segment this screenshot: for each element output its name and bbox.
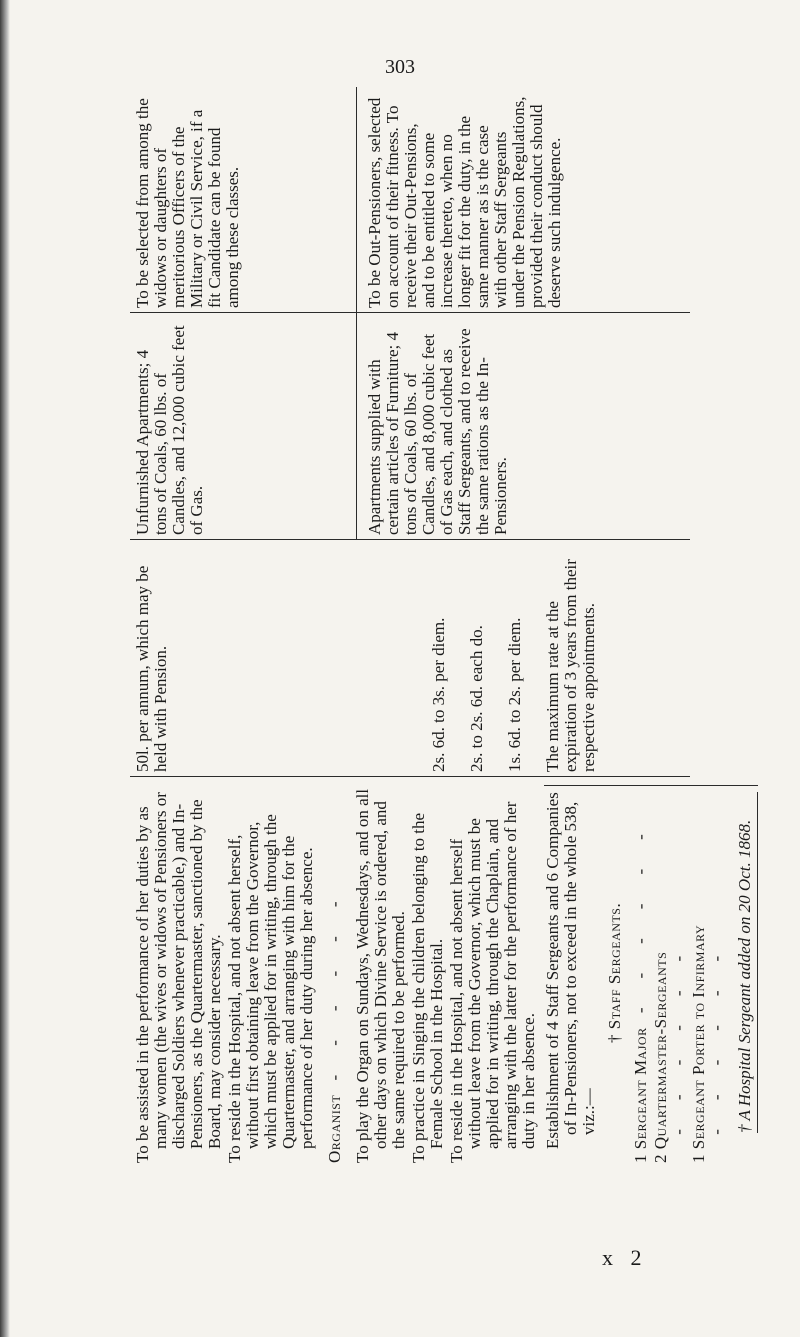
sergeant-major-pay: 2s. 6d. to 3s. per diem. — [429, 617, 448, 772]
row-divider — [356, 87, 357, 539]
porter-pay: 1s. 6d. to 2s. per diem. — [505, 617, 524, 772]
allowances-column — [130, 313, 690, 539]
quartermaster-pay: 2s. to 2s. 6d. each do. — [467, 625, 486, 772]
organist-heading: Organist — [325, 1094, 344, 1163]
matron-pay: 50l. per annum, which may be held with Pension. — [133, 565, 170, 772]
matron-selection-remark: To be selected from among the widows or daughters of meritorious Officers of the Military or Civil Service, if a fit Candidate can be found among these classes. — [133, 98, 242, 308]
column-divider — [130, 776, 690, 777]
establishment-text: Establishment of 4 Staff Sergeants and 6 Companies of In-Pensioners, not to exceed in the whole 538, viz.:— — [543, 792, 598, 1149]
sergeant-out-pension-remark: To be Out-Pensioners, selected on account of their fitness. To receive their Out-Pensions, and to be entitled to some increase thereto, when no longer fit for the duty, in the same manner as is the case with other Staff Sergeants under the Pension Regulations, provided their conduct should deserve such indulgence. — [365, 96, 564, 308]
sergeant-major-item: 1 Sergeant Major — [631, 1027, 650, 1163]
matron-residence-text: To reside in the Hospital, and not absent herself, without first obtaining leave from the Governor, which must be applied for in writing, through the Quartermaster, and arranging with him for the performance of her duty during her absence. — [225, 814, 316, 1163]
establishment-block — [544, 785, 758, 1163]
sergeant-allowances: Apartments supplied with certain articles of Furniture; 4 tons of Coals, 60 lbs. of Candles, and 8,000 cubic feet of Gas each, and clothed as Staff Sergeants, and to receive the same rations as the In-Pensioners. — [365, 328, 510, 535]
hospital-sergeant-footnote: † A Hospital Sergeant added on 20 Oct. 1868. — [736, 792, 758, 1133]
duties-column — [130, 777, 754, 1167]
organist-residence-text: To reside in the Hospital, and not absent herself without leave from the Governor, which must be applied for in writing, through the Chaplain, and arranging with the latter for the performance of her duty in her absence. — [447, 801, 538, 1163]
book-spine-shadow — [0, 0, 10, 1337]
matron-allowances: Unfurnished Apartments; 4 tons of Coals, 60 lbs. of Candles, and 12,000 cubic feet of Gas. — [133, 325, 206, 535]
rotated-table — [130, 87, 754, 1167]
sergeant-porter-item: 1 Sergeant Porter to Infirmary — [689, 924, 708, 1163]
matron-assist-text: To be assisted in the performance of her duties by as many women (the wives or widows of Pensioners or discharged Soldiers whenever practicable,) and In-Pensioners, as the Quartermaster, sanctioned by the Board, may consider necessary. — [133, 792, 224, 1163]
organist-duty-text: To play the Organ on Sundays, Wednesdays, and on all other days on which Divine Service is ordered, and the same required to be performed. — [353, 788, 408, 1163]
organist-singing-text: To practice in Singing the children belonging to the Female School in the Hospital. — [409, 812, 446, 1163]
printer-signature: x 2 — [602, 1245, 648, 1270]
pay-column — [130, 540, 690, 776]
maximum-rate-note: The maximum rate at the expiration of 3 years from their respective appointments. — [543, 559, 598, 772]
column-divider — [130, 312, 690, 313]
staff-sergeants-heading: † Staff Sergeants. — [605, 902, 624, 1043]
page-number: 303 — [385, 56, 415, 78]
duties-text — [134, 785, 760, 1163]
column-divider — [130, 539, 690, 540]
remarks-column — [130, 87, 690, 312]
quartermaster-sergeants-item: 2 Quartermaster-Sergeants — [651, 951, 670, 1163]
